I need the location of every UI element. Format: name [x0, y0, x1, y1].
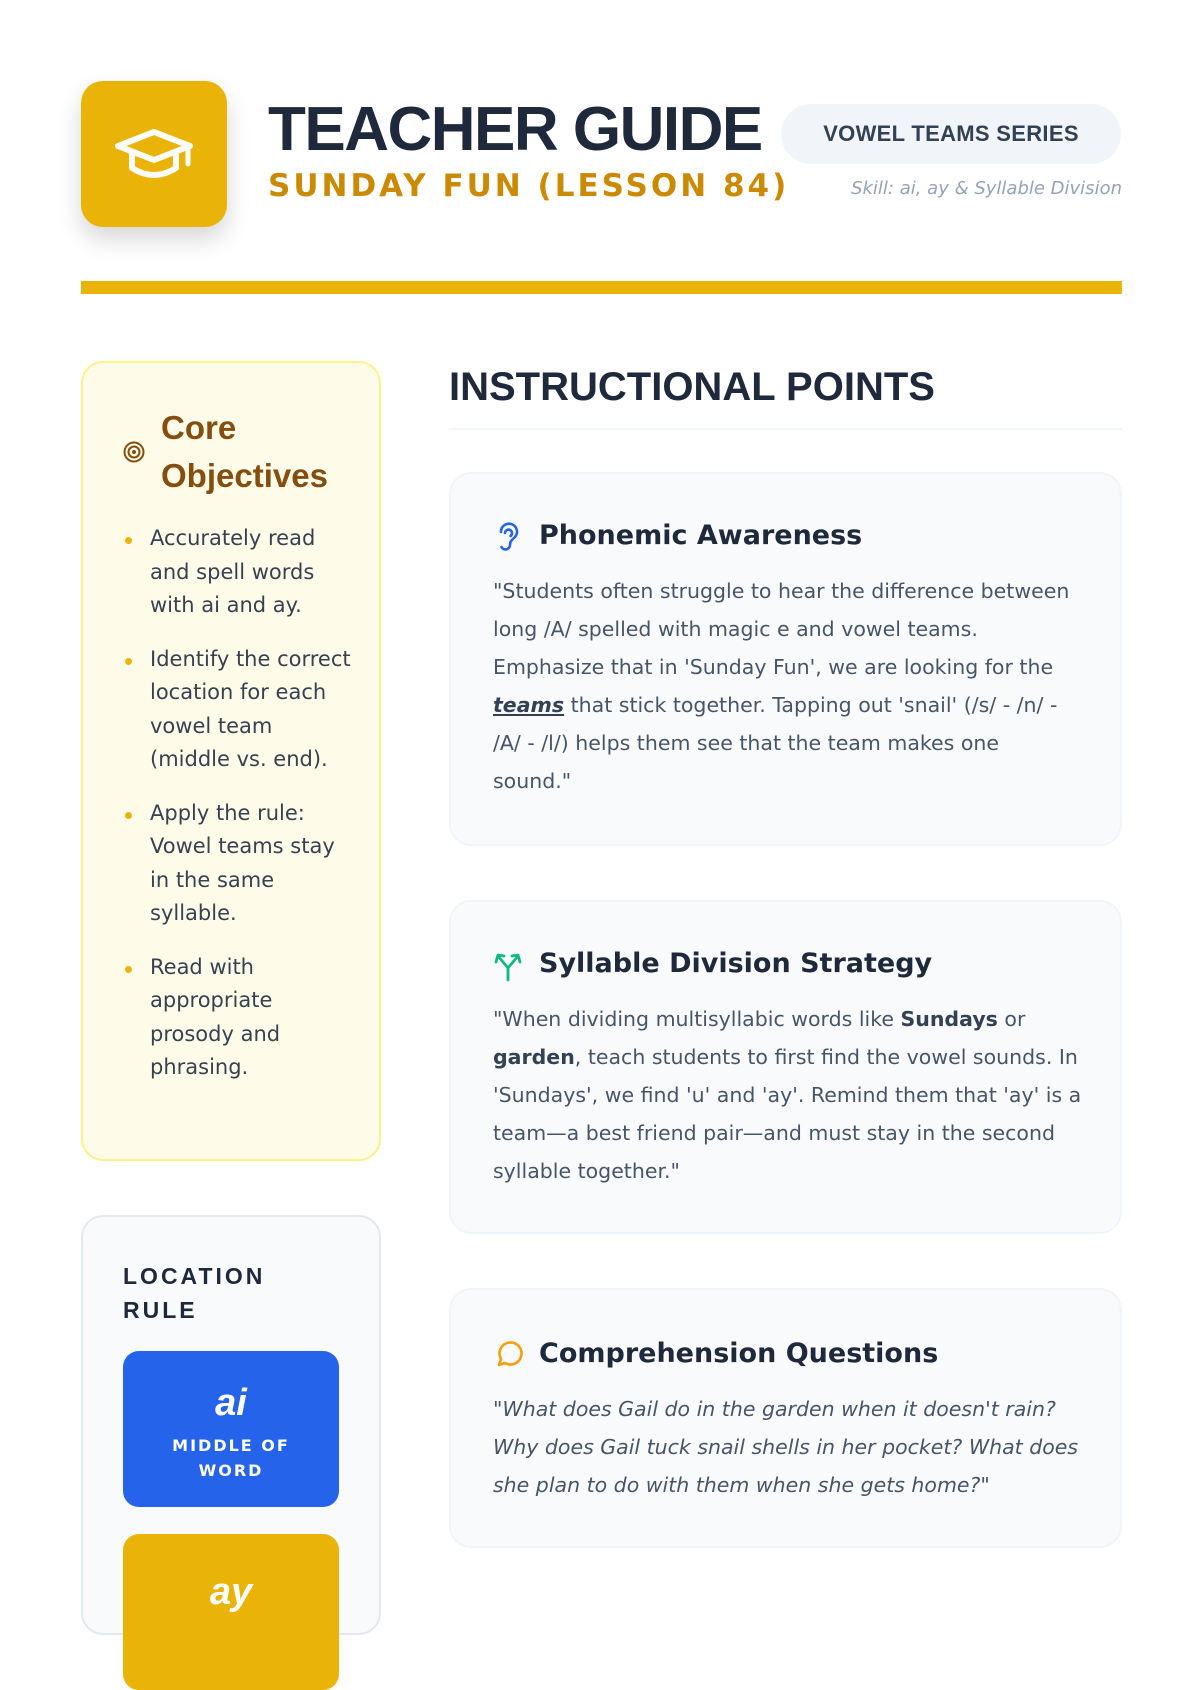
- card-body: [493, 1000, 1083, 1190]
- body-text: "When dividing multisyllabic words like: [493, 1007, 901, 1031]
- rule-tile-ay: [123, 1534, 339, 1690]
- graduation-cap-icon: [114, 124, 194, 184]
- card-title: Phonemic Awareness: [539, 520, 863, 551]
- rule-caption: MIDDLE OF WORD: [172, 1436, 290, 1480]
- card-body: [493, 572, 1083, 800]
- body-text: that stick together. Tapping out 'snail' (/s/ - /n/ - /A/ - /l/) helps them see that the team makes one sound.": [493, 693, 1058, 793]
- page-title: TEACHER GUIDE: [268, 95, 762, 164]
- list-item: [122, 797, 352, 931]
- split-arrow-icon: [493, 950, 523, 982]
- body-text: "Students often struggle to hear the difference between long /A/ spelled with magic e and vowel teams. Emphasize that in 'Sunday Fun', we are looking for the: [493, 579, 1070, 679]
- body-text: or: [997, 1007, 1026, 1031]
- section-heading: INSTRUCTIONAL POINTS: [449, 365, 935, 409]
- objective-text: Identify the correct location for each vowel team (middle vs. end).: [150, 646, 351, 771]
- card-body: "What does Gail do in the garden when it doesn't rain? Why does Gail tuck snail shells in her pocket? What does she plan to do with them when she gets home?": [493, 1397, 1079, 1497]
- location-rule-title: LOCATION RULE: [123, 1263, 266, 1323]
- emphasis-text: Sundays: [900, 1007, 998, 1031]
- emphasis-text: garden: [493, 1045, 575, 1069]
- target-icon: [122, 440, 146, 464]
- objectives-title: Core Objectives: [161, 409, 328, 494]
- bullet-icon: [125, 812, 132, 819]
- bullet-icon: [125, 966, 132, 973]
- card-title: Syllable Division Strategy: [539, 948, 933, 979]
- bullet-icon: [125, 537, 132, 544]
- series-badge: VOWEL TEAMS SERIES: [781, 104, 1121, 164]
- body-text: , teach students to first find the vowel sounds. In 'Sundays', we find 'u' and 'ay'. Remind them that 'ay' is a team—a best friend pair—and must stay in the second syllable together.": [493, 1045, 1082, 1183]
- section-divider: [449, 428, 1122, 430]
- objectives-list: [122, 522, 352, 1105]
- rule-team: ai: [215, 1382, 247, 1424]
- lesson-subtitle: SUNDAY FUN (LESSON 84): [268, 168, 790, 204]
- list-item: [122, 951, 352, 1085]
- skill-label: Skill: ai, ay & Syllable Division: [851, 178, 1122, 199]
- rule-tile-ai: [123, 1351, 339, 1507]
- list-item: [122, 522, 352, 623]
- list-item: [122, 643, 352, 777]
- speech-bubble-icon: [493, 1338, 523, 1370]
- emphasis-text: teams: [493, 693, 565, 717]
- objective-text: Accurately read and spell words with ai and ay.: [150, 526, 316, 617]
- objective-text: Read with appropriate prosody and phrasing.: [150, 954, 281, 1079]
- rule-team: ay: [209, 1571, 253, 1613]
- header-divider: [81, 281, 1122, 294]
- ear-icon: [493, 520, 523, 552]
- card-title: Comprehension Questions: [539, 1338, 939, 1369]
- bullet-icon: [125, 658, 132, 665]
- objective-text: Apply the rule: Vowel teams stay in the same syllable.: [150, 800, 335, 925]
- logo-badge: [81, 81, 227, 227]
